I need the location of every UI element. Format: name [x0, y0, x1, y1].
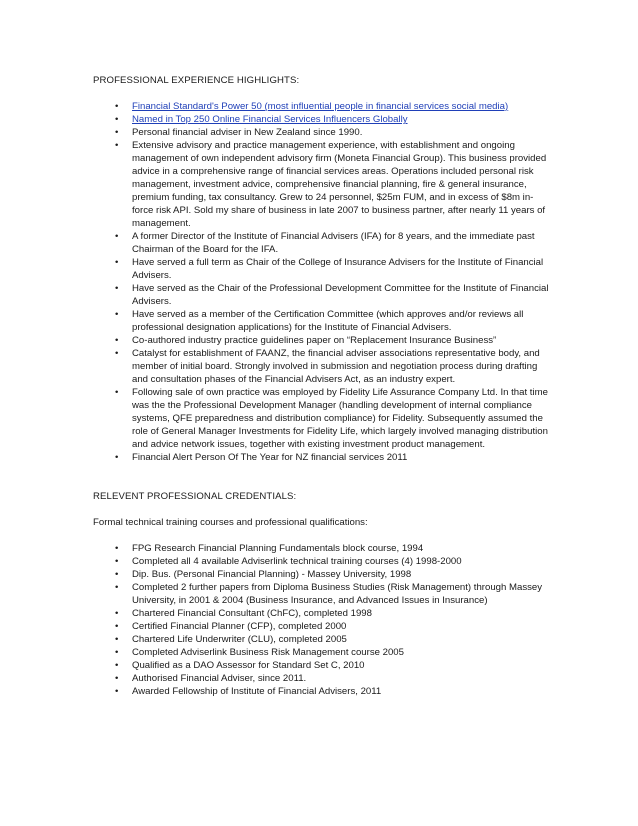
list-item: [93, 113, 553, 126]
bullet-icon: •: [115, 660, 119, 671]
item-text: Chartered Life Underwriter (CLU), completed 2005: [132, 634, 347, 645]
list-item: [93, 139, 553, 230]
item-link[interactable]: Financial Standard's Power 50 (most influential people in financial services social media): [132, 101, 509, 112]
item-text: Chartered Financial Consultant (ChFC), completed 1998: [132, 608, 372, 619]
item-text: Catalyst for establishment of FAANZ, the financial adviser associations representative body, and member of initial board. Strongly involved in submission and negotiation process during drafting and consultation phases of the Financial Advisers Act, as an industry expert.: [132, 348, 540, 385]
bullet-icon: •: [115, 114, 119, 125]
bullet-icon: •: [115, 101, 119, 112]
item-text: Completed Adviserlink Business Risk Management course 2005: [132, 647, 404, 658]
list-item: [93, 542, 553, 555]
bullet-icon: •: [115, 127, 119, 138]
list-item: [93, 451, 553, 464]
experience-list: [93, 100, 553, 464]
item-text: Have served as the Chair of the Professional Development Committee for the Institute of Financial Advisers.: [132, 283, 549, 307]
item-text: Completed all 4 available Adviserlink technical training courses (4) 1998-2000: [132, 556, 462, 567]
item-text: Extensive advisory and practice management experience, with establishment and ongoing management of own independent advisory firm (Moneta Financial Group). This business provided advice in a comprehensive range of financial services areas. Operations included personal risk management, investment advice, comprehensive financial planning, fire & general insurance, premium funding, tax consultancy. Grew to 24 personnel, $25m FUM, and in excess of $8m in-force risk API. Sold my share of business in late 2007 to business partner, after nearly 11 years of management.: [132, 140, 547, 229]
bullet-icon: •: [115, 231, 119, 242]
bullet-icon: •: [115, 348, 119, 359]
item-text: Qualified as a DAO Assessor for Standard Set C, 2010: [132, 660, 365, 671]
bullet-icon: •: [115, 452, 119, 463]
item-text: Completed 2 further papers from Diploma Business Studies (Risk Management) through Massey University, in 2001 & 2004 (Business Insurance, and Advanced Issues in Insurance): [132, 582, 543, 606]
item-link[interactable]: Named in Top 250 Online Financial Services Influencers Globally: [132, 114, 408, 125]
bullet-icon: •: [115, 634, 119, 645]
bullet-icon: •: [115, 309, 119, 320]
item-text: Have served a full term as Chair of the College of Insurance Advisers for the Institute of Financial Advisers.: [132, 257, 544, 281]
list-item: [93, 607, 553, 620]
credentials-heading: RELEVENT PROFESSIONAL CREDENTIALS:: [93, 491, 297, 502]
list-item: [93, 646, 553, 659]
item-text: Certified Financial Planner (CFP), completed 2000: [132, 621, 347, 632]
list-item: [93, 230, 553, 256]
credentials-section: [93, 490, 553, 698]
bullet-icon: •: [115, 387, 119, 398]
bullet-icon: •: [115, 556, 119, 567]
list-item: [93, 386, 553, 451]
item-text: Have served as a member of the Certification Committee (which approves and/or reviews all professional designation applications) for the Institute of Financial Advisers.: [132, 309, 524, 333]
item-text: Following sale of own practice was employed by Fidelity Life Assurance Company Ltd. In that time was the the Professional Development Manager (handling development of internal compliance systems, QFE preparedness and distribution compliance) for Fidelity. Subsequently assumed the role of General Manager Investments for Fidelity Life, which largely involved managing distribution and advice network issues, together with existing investment product management.: [132, 387, 548, 450]
item-text: Personal financial adviser in New Zealand since 1990.: [132, 127, 363, 138]
list-item: [93, 126, 553, 139]
experience-heading: PROFESSIONAL EXPERIENCE HIGHLIGHTS:: [93, 75, 300, 86]
bullet-icon: •: [115, 283, 119, 294]
list-item: [93, 256, 553, 282]
list-item: [93, 672, 553, 685]
list-item: [93, 347, 553, 386]
bullet-icon: •: [115, 621, 119, 632]
item-text: Dip. Bus. (Personal Financial Planning) - Massey University, 1998: [132, 569, 412, 580]
item-text: Awarded Fellowship of Institute of Financial Advisers, 2011: [132, 686, 382, 697]
bullet-icon: •: [115, 608, 119, 619]
list-item: [93, 568, 553, 581]
bullet-icon: •: [115, 257, 119, 268]
list-item: [93, 633, 553, 646]
list-item: [93, 685, 553, 698]
bullet-icon: •: [115, 582, 119, 593]
item-text: Co-authored industry practice guidelines paper on “Replacement Insurance Business”: [132, 335, 497, 346]
credentials-intro: Formal technical training courses and professional qualifications:: [93, 517, 368, 528]
experience-section: [93, 74, 553, 464]
list-item: [93, 282, 553, 308]
list-item: [93, 308, 553, 334]
list-item: [93, 555, 553, 568]
item-text: Authorised Financial Adviser, since 2011.: [132, 673, 307, 684]
item-text: Financial Alert Person Of The Year for NZ financial services 2011: [132, 452, 408, 463]
bullet-icon: •: [115, 335, 119, 346]
bullet-icon: •: [115, 673, 119, 684]
credentials-list: [93, 542, 553, 698]
list-item: [93, 620, 553, 633]
bullet-icon: •: [115, 686, 119, 697]
bullet-icon: •: [115, 647, 119, 658]
list-item: [93, 659, 553, 672]
list-item: [93, 581, 553, 607]
item-text: A former Director of the Institute of Financial Advisers (IFA) for 8 years, and the immediate past Chairman of the Board for the IFA.: [132, 231, 535, 255]
list-item: [93, 334, 553, 347]
bullet-icon: •: [115, 140, 119, 151]
bullet-icon: •: [115, 569, 119, 580]
item-text: FPG Research Financial Planning Fundamentals block course, 1994: [132, 543, 424, 554]
list-item: [93, 100, 553, 113]
bullet-icon: •: [115, 543, 119, 554]
resume-page: [93, 74, 553, 698]
